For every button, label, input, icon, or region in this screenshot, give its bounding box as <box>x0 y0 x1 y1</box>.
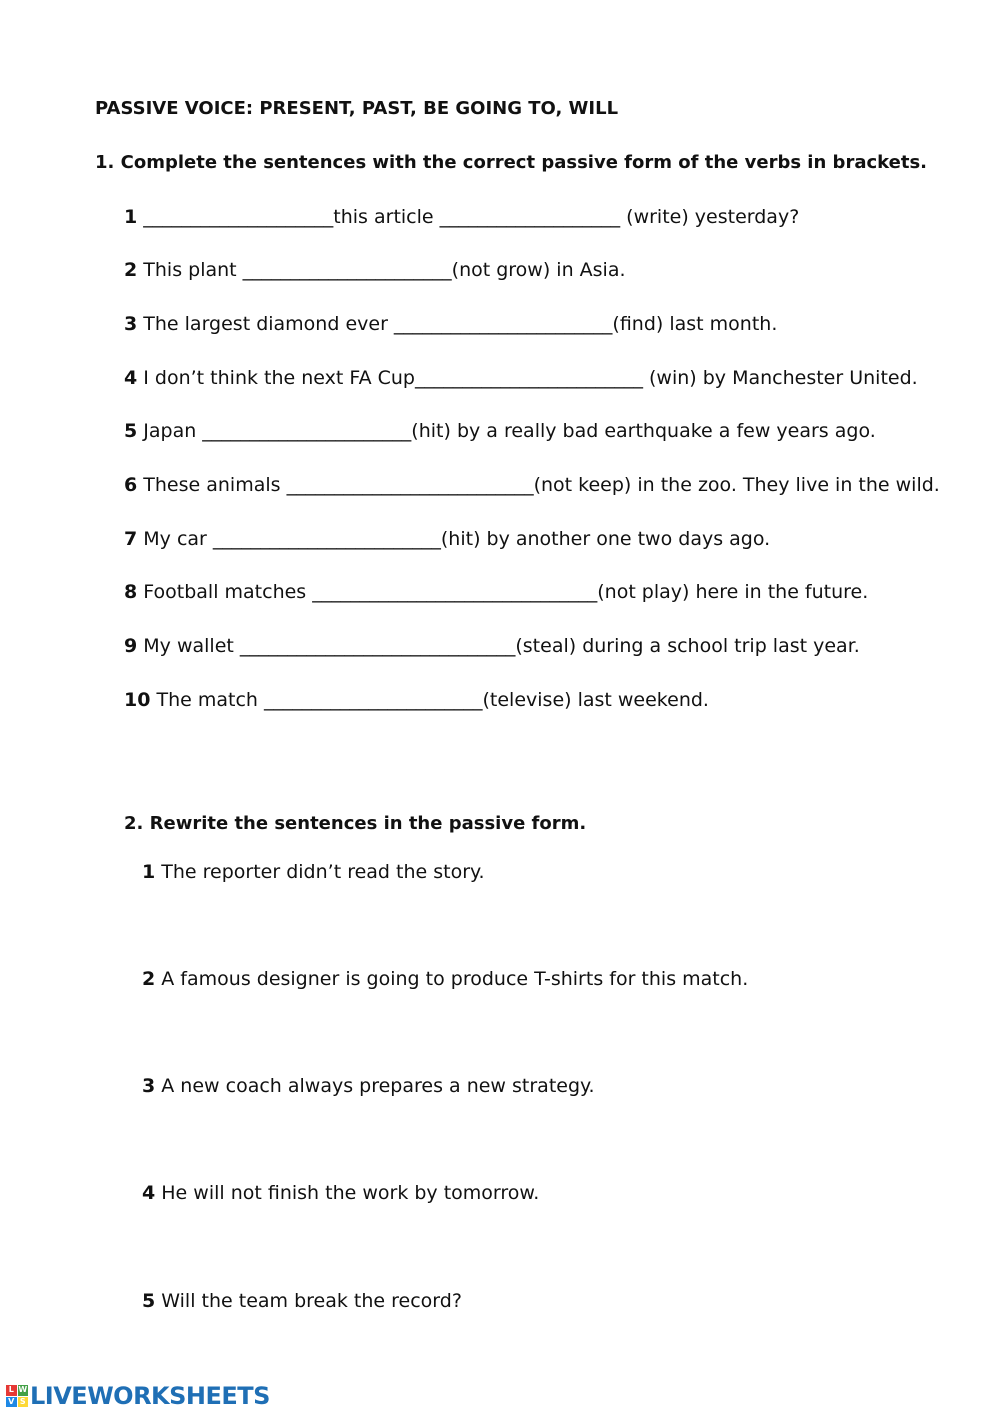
item-number: 7 <box>124 528 138 550</box>
item-text: My car ________________________(hit) by another one two days ago. <box>137 528 771 550</box>
exercise-1-item <box>124 473 940 497</box>
item-number: 1 <box>142 861 156 883</box>
item-text: The largest diamond ever _______________________(find) last month. <box>137 313 778 335</box>
item-text: A new coach always prepares a new strategy. <box>155 1075 595 1097</box>
logo-mark-cell: L <box>6 1385 17 1396</box>
item-text: ____________________this article ___________________ (write) yesterday? <box>137 206 800 228</box>
item-number: 1 <box>124 206 138 228</box>
item-text: The reporter didn’t read the story. <box>155 861 485 883</box>
item-number: 8 <box>124 581 138 603</box>
item-number: 9 <box>124 635 138 657</box>
item-text: I don’t think the next FA Cup________________________ (win) by Manchester United. <box>137 367 918 389</box>
exercise-2-heading: 2. Rewrite the sentences in the passive form. <box>124 813 587 834</box>
logo-text: LIVEWORKSHEETS <box>30 1382 270 1410</box>
item-text: These animals __________________________(not keep) in the zoo. They live in the wild. <box>137 474 940 496</box>
item-text: Japan ______________________(hit) by a really bad earthquake a few years ago. <box>137 420 876 442</box>
exercise-2-item <box>142 1289 462 1313</box>
item-number: 2 <box>124 259 138 281</box>
item-text: A famous designer is going to produce T-shirts for this match. <box>155 968 749 990</box>
exercise-2-item <box>142 860 485 884</box>
exercise-1-item <box>124 366 918 390</box>
item-number: 2 <box>142 968 156 990</box>
item-number: 6 <box>124 474 138 496</box>
item-text: My wallet _____________________________(steal) during a school trip last year. <box>137 635 860 657</box>
page-title: PASSIVE VOICE: PRESENT, PAST, BE GOING TO, WILL <box>95 98 619 119</box>
exercise-1-heading: 1. Complete the sentences with the correct passive form of the verbs in brackets. <box>95 152 927 173</box>
exercise-2-item <box>142 1181 539 1205</box>
item-number: 5 <box>142 1290 156 1312</box>
item-number: 4 <box>124 367 138 389</box>
exercise-1-item <box>124 688 709 712</box>
exercise-1-item <box>124 205 799 229</box>
item-text: He will not finish the work by tomorrow. <box>155 1182 540 1204</box>
exercise-1-item <box>124 634 860 658</box>
item-number: 4 <box>142 1182 156 1204</box>
logo-mark-icon <box>6 1385 28 1407</box>
exercise-1-item <box>124 527 770 551</box>
logo-mark-cell: S <box>18 1397 29 1408</box>
exercise-1-item <box>124 312 777 336</box>
item-text: Will the team break the record? <box>155 1290 462 1312</box>
logo-mark-cell: W <box>18 1385 28 1394</box>
exercise-2-item <box>142 1074 595 1098</box>
item-text: This plant ______________________(not grow) in Asia. <box>137 259 626 281</box>
item-number: 3 <box>124 313 138 335</box>
item-number: 10 <box>124 689 151 711</box>
exercise-1-item <box>124 419 876 443</box>
exercise-1-item <box>124 258 626 282</box>
item-text: The match _______________________(televise) last weekend. <box>150 689 709 711</box>
liveworksheets-logo <box>6 1380 270 1412</box>
item-number: 3 <box>142 1075 156 1097</box>
item-text: Football matches ______________________________(not play) here in the future. <box>137 581 869 603</box>
exercise-1-item <box>124 580 868 604</box>
item-number: 5 <box>124 420 138 442</box>
exercise-2-item <box>142 967 748 991</box>
logo-mark-cell: V <box>6 1397 17 1408</box>
